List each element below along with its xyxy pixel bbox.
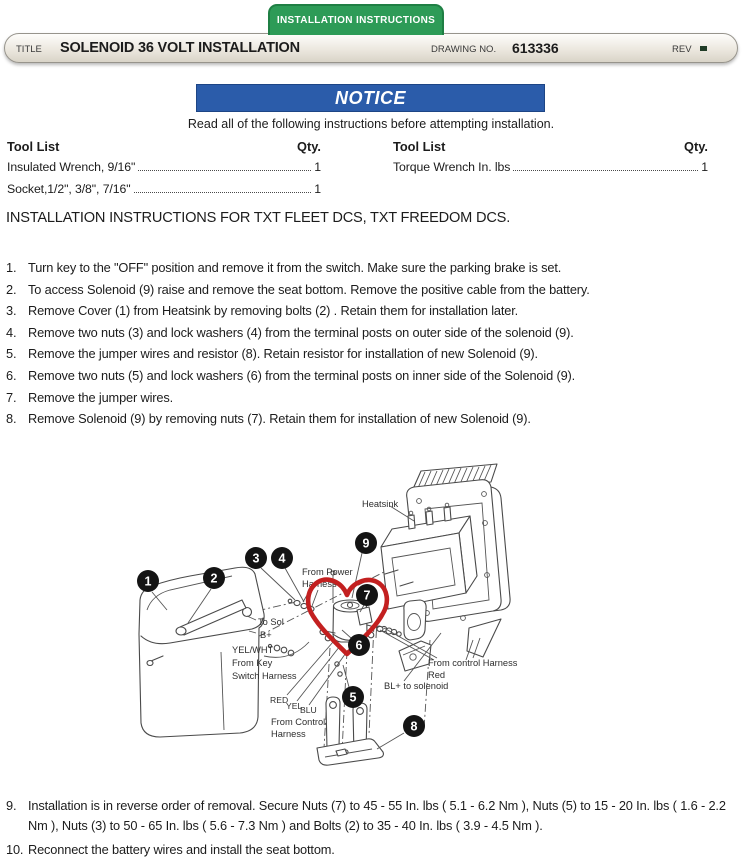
from-power-label: From Power bbox=[302, 567, 353, 577]
from-key-label: From Key bbox=[232, 658, 273, 668]
step-text: To access Solenoid (9) raise and remove the seat bottom. Remove the positive cable from the battery. bbox=[28, 281, 590, 297]
section-heading: INSTALLATION INSTRUCTIONS FOR TXT FLEET DCS, TXT FREEDOM DCS. bbox=[6, 210, 511, 226]
rev-label: REV bbox=[672, 44, 692, 55]
svg-text:3: 3 bbox=[252, 551, 260, 566]
qty-header: Qty. bbox=[297, 139, 321, 154]
step-item bbox=[6, 840, 740, 860]
notice-banner-text: NOTICE bbox=[334, 87, 406, 108]
notice-subtext: Read all of the following instructions before attempting installation. bbox=[187, 117, 555, 131]
svg-text:4: 4 bbox=[278, 551, 286, 566]
callout-2 bbox=[203, 567, 225, 589]
step-text: Remove Cover (1) from Heatsink by removing bolts (2) . Retain them for installation later. bbox=[28, 303, 519, 319]
qty-header: Qty. bbox=[684, 139, 708, 154]
dotted-leader bbox=[134, 192, 312, 193]
callout-8 bbox=[403, 715, 425, 737]
callout-6 bbox=[348, 634, 370, 656]
step-item bbox=[6, 279, 740, 301]
from-control-label: From Control bbox=[271, 717, 326, 727]
callout-4 bbox=[271, 547, 293, 569]
drawing-no-label: DRAWING NO. bbox=[431, 44, 497, 55]
svg-text:6: 6 bbox=[355, 638, 363, 653]
step-item bbox=[6, 408, 740, 430]
step-item bbox=[6, 365, 740, 387]
step-number: 9. bbox=[6, 798, 17, 813]
red-label: Red bbox=[428, 670, 446, 680]
drawing-no-value: 613336 bbox=[512, 40, 559, 56]
step-number: 2. bbox=[6, 281, 17, 297]
title-bar bbox=[4, 33, 738, 63]
svg-text:1: 1 bbox=[144, 574, 152, 589]
callout-3 bbox=[245, 547, 267, 569]
step-item bbox=[6, 322, 740, 344]
tab-label: INSTALLATION INSTRUCTIONS bbox=[276, 15, 436, 26]
step-number: 6. bbox=[6, 367, 17, 383]
heatsink-shape bbox=[381, 464, 510, 671]
step-text: Remove two nuts (3) and lock washers (4) from the terminal posts on outer side of the solenoid (9). bbox=[28, 324, 574, 340]
document-title: SOLENOID 36 VOLT INSTALLATION bbox=[60, 40, 300, 56]
yel-wht-label: YEL/WHT bbox=[232, 645, 274, 655]
step-number: 1. bbox=[6, 260, 17, 275]
notice-banner bbox=[196, 84, 545, 112]
title-field-label: TITLE bbox=[16, 44, 42, 55]
tool-list-header bbox=[393, 139, 708, 160]
exploded-view-diagram bbox=[0, 452, 742, 792]
tool-list-title: Tool List bbox=[7, 139, 60, 154]
step-text: Remove Solenoid (9) by removing nuts (7). Retain them for installation of new Solenoid (9). bbox=[28, 411, 531, 427]
blu-wire-label: BLU bbox=[300, 705, 317, 715]
tool-list-header bbox=[7, 139, 321, 160]
step-number: 3. bbox=[6, 303, 17, 319]
final-step-list bbox=[6, 796, 740, 862]
step-item bbox=[6, 300, 740, 322]
tool-name: Socket,1/2", 3/8", 7/16" bbox=[7, 182, 131, 196]
switch-harness-label: Switch Harness bbox=[232, 671, 297, 681]
tool-qty: 1 bbox=[701, 160, 708, 174]
tool-qty: 1 bbox=[314, 160, 321, 174]
bl-plus-label: BL+ to solenoid bbox=[384, 681, 449, 691]
tool-list-left bbox=[7, 139, 321, 204]
tool-row bbox=[7, 160, 321, 182]
callout-9 bbox=[355, 532, 377, 554]
tool-row bbox=[7, 182, 321, 204]
tool-qty: 1 bbox=[314, 182, 321, 196]
step-text: Turn key to the "OFF" position and remove it from the switch. Make sure the parking brake is set. bbox=[28, 260, 562, 275]
red-wire-label: RED bbox=[270, 695, 289, 705]
step-item bbox=[6, 343, 740, 365]
heatsink-label: Heatsink bbox=[362, 499, 399, 509]
callout-7 bbox=[356, 584, 378, 606]
svg-text:2: 2 bbox=[210, 571, 218, 586]
tool-list-right bbox=[393, 139, 708, 182]
callout-1 bbox=[137, 570, 159, 592]
step-item bbox=[6, 387, 740, 409]
step-number: 4. bbox=[6, 324, 17, 340]
from-control-label-2: Harness bbox=[271, 729, 306, 739]
from-control-harness-right-label: From control Harness bbox=[428, 658, 518, 668]
tool-list-title: Tool List bbox=[393, 139, 446, 154]
tool-row bbox=[393, 160, 708, 182]
callout-5 bbox=[342, 686, 364, 708]
installation-instructions-tab bbox=[268, 4, 444, 35]
step-number: 7. bbox=[6, 389, 17, 405]
step-list bbox=[6, 257, 740, 430]
to-sol-label: To Sol bbox=[258, 617, 284, 627]
step-number: 10. bbox=[6, 842, 24, 857]
b-plus-label: B+ bbox=[260, 630, 272, 640]
step-text: Remove two nuts (5) and lock washers (6) from the terminal posts on inner side of the Solenoid (9). bbox=[28, 367, 576, 383]
step-text: Remove the jumper wires. bbox=[28, 389, 174, 405]
svg-text:5: 5 bbox=[349, 690, 357, 705]
tool-name: Torque Wrench In. lbs bbox=[393, 160, 511, 174]
tool-name: Insulated Wrench, 9/16" bbox=[7, 160, 136, 174]
rev-mark-icon bbox=[700, 46, 707, 51]
step-text: Reconnect the battery wires and install the seat bottom. bbox=[28, 842, 335, 857]
from-power-label-2: Harness bbox=[302, 579, 337, 589]
step-item bbox=[6, 257, 740, 279]
step-text: Remove the jumper wires and resistor (8). Retain resistor for installation of new Solenoid (9). bbox=[28, 346, 538, 362]
dotted-leader bbox=[138, 170, 311, 171]
yel-wire-label: YEL bbox=[286, 701, 303, 711]
step-item bbox=[6, 796, 740, 835]
step-number: 5. bbox=[6, 346, 17, 362]
dotted-leader bbox=[513, 170, 698, 171]
svg-text:9: 9 bbox=[362, 536, 370, 551]
step-number: 8. bbox=[6, 411, 17, 427]
svg-text:8: 8 bbox=[410, 719, 418, 734]
step-text: Installation is in reverse order of removal. Secure Nuts (7) to 45 - 55 In. lbs ( 5.1 - 6.2 Nm ), Nuts (5) to 15 - 20 In. lbs ( 1.6 - 2.2 Nm ), Nuts (3) to 50 - 65 In. lbs ( 5.6 - 7.3 Nm ) and Bolts (2) to 35 - 40 In. lbs ( 3.9 - 4.5 Nm ). bbox=[28, 798, 726, 833]
svg-text:7: 7 bbox=[363, 588, 371, 603]
